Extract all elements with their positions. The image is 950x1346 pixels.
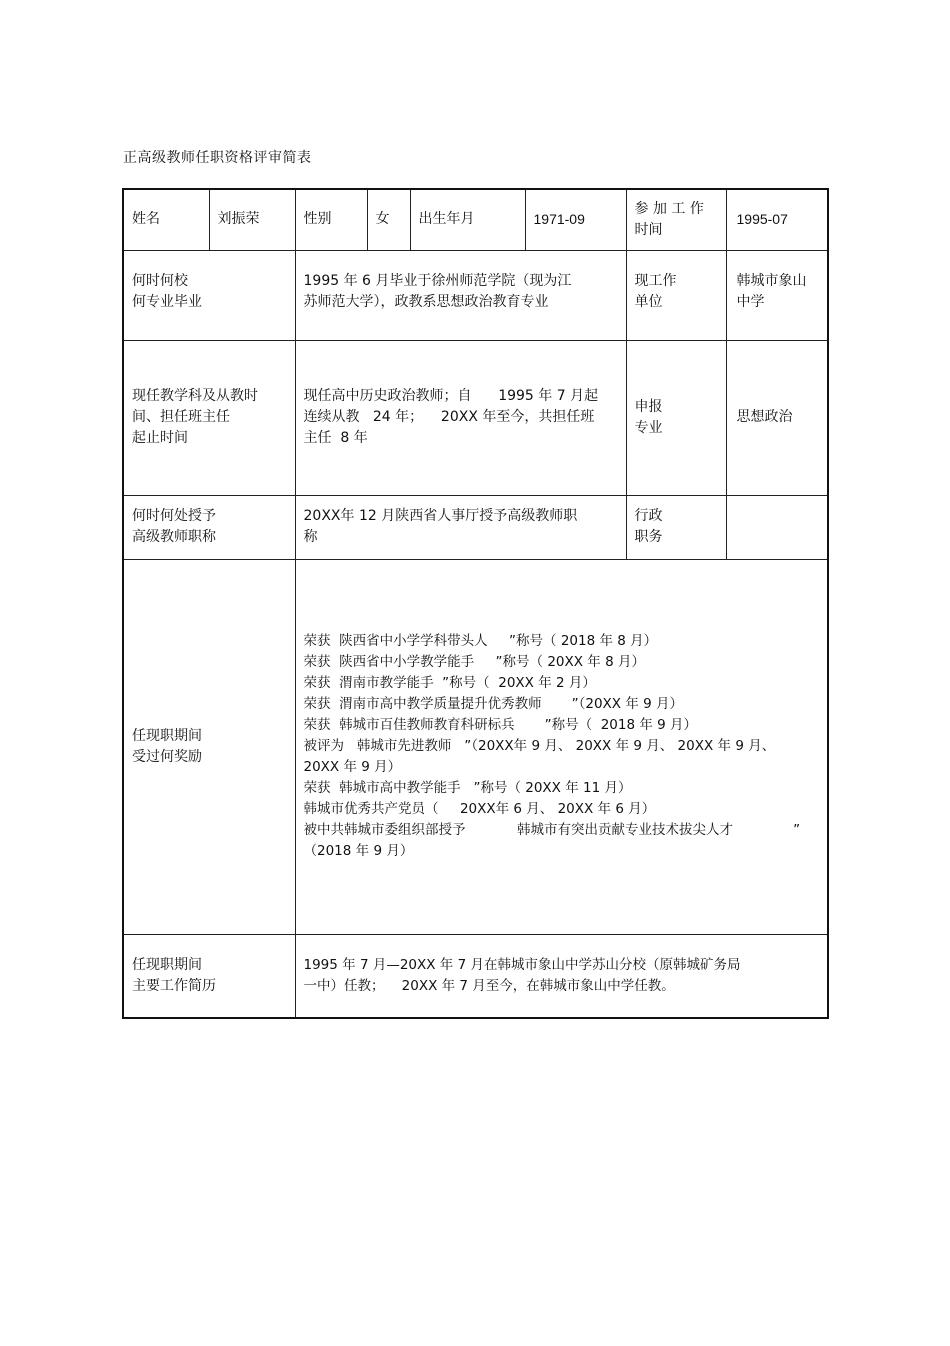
work-unit-value-line-1: 韩城市象山 bbox=[736, 272, 807, 289]
award-item: 被中共韩城市委组织部授予 韩城市有突出贡献专业技术拔尖人才 ” bbox=[303, 822, 801, 838]
award-item: 荣获 韩城市高中教学能手 ”称号（ 20XX 年 11 月） bbox=[303, 780, 632, 796]
work-history-line-1: 1995 年 7 月—20XX 年 7 月在韩城市象山中学苏山分校（原韩城矿务局 bbox=[303, 956, 741, 973]
work-unit-label bbox=[626, 250, 726, 340]
title-granted-label bbox=[123, 495, 295, 559]
graduation-info bbox=[295, 250, 626, 340]
document-title: 正高级教师任职资格评审简表 bbox=[123, 150, 312, 166]
name-value: 刘振荣 bbox=[209, 189, 295, 250]
graduation-label-line-2: 何专业毕业 bbox=[132, 293, 202, 310]
title-granted-label-line-2: 高级教师职称 bbox=[132, 529, 216, 545]
award-item: 韩城市优秀共产党员（ 20XX年 6 月、 20XX 年 6 月） bbox=[303, 801, 656, 817]
work-start-label-line-1: 参 加 工 作 bbox=[634, 200, 704, 217]
title-granted-info-line-1: 20XX年 12 月陕西省人事厅授予高级教师职 bbox=[303, 508, 578, 524]
graduation-label bbox=[123, 250, 295, 340]
award-item: 20XX 年 9 月） bbox=[303, 759, 402, 775]
award-item: 荣获 渭南市高中教学质量提升优秀教师 ”（20XX 年 9 月） bbox=[303, 696, 684, 712]
work-unit-label-line-2: 单位 bbox=[634, 293, 663, 310]
teaching-label-line-1: 现任教学科及从教时 bbox=[132, 388, 258, 404]
work-history-label bbox=[123, 934, 295, 1018]
teaching-label bbox=[123, 340, 295, 495]
table-row-title-granted bbox=[123, 495, 828, 559]
work-start-label bbox=[626, 189, 726, 250]
teaching-info-line-3: 主任 8 年 bbox=[303, 430, 368, 446]
work-unit-label-line-1: 现工作 bbox=[634, 272, 677, 289]
declared-major-label bbox=[626, 340, 726, 495]
table-row-teaching bbox=[123, 340, 828, 495]
awards-label-line-1: 任现职期间 bbox=[132, 727, 202, 744]
title-granted-info bbox=[295, 495, 626, 559]
admin-position-label-line-1: 行政 bbox=[634, 508, 663, 524]
admin-position-label bbox=[626, 495, 726, 559]
award-item: 荣获 韩城市百佳教师教育科研标兵 ”称号（ 2018 年 9 月） bbox=[303, 717, 698, 733]
teaching-info-line-2: 连续从教 24 年； 20XX 年至今，共担任班 bbox=[303, 409, 595, 425]
awards-label-line-2: 受过何奖励 bbox=[132, 748, 202, 765]
table-row-graduation bbox=[123, 250, 828, 340]
graduation-info-line-1: 1995 年 6 月毕业于徐州师范学院（现为江 bbox=[303, 272, 572, 289]
graduation-label-line-1: 何时何校 bbox=[132, 272, 188, 289]
birth-label: 出生年月 bbox=[410, 189, 525, 250]
name-label: 姓名 bbox=[123, 189, 209, 250]
table-row-awards bbox=[123, 559, 828, 934]
admin-position-label-line-2: 职务 bbox=[634, 529, 663, 545]
declared-major-value: 思想政治 bbox=[726, 340, 828, 495]
birth-value: 1971-09 bbox=[525, 189, 626, 250]
awards-label bbox=[123, 559, 295, 934]
teaching-label-line-2: 间、担任班主任 bbox=[132, 409, 230, 425]
teaching-label-line-3: 起止时间 bbox=[132, 430, 188, 446]
award-item: 荣获 陕西省中小学教学能手 ”称号（ 20XX 年 8 月） bbox=[303, 654, 645, 670]
teaching-info-line-1: 现任高中历史政治教师；自 1995 年 7 月起 bbox=[303, 388, 599, 404]
work-history-info bbox=[295, 934, 828, 1018]
table-row-basic-info bbox=[123, 189, 828, 250]
work-start-label-line-2: 时间 bbox=[634, 221, 663, 238]
declared-major-label-line-2: 专业 bbox=[634, 419, 663, 436]
work-unit-value-line-2: 中学 bbox=[736, 293, 765, 310]
declared-major-label-line-1: 申报 bbox=[634, 398, 663, 415]
title-granted-info-line-2: 称 bbox=[303, 529, 318, 545]
work-history-label-line-1: 任现职期间 bbox=[132, 956, 202, 973]
graduation-info-line-2: 苏师范大学），政教系思想政治教育专业 bbox=[303, 293, 549, 310]
title-granted-label-line-1: 何时何处授予 bbox=[132, 508, 216, 524]
work-history-line-2: 一中）任教； 20XX 年 7 月至今，在韩城市象山中学任教。 bbox=[303, 977, 675, 994]
teaching-info bbox=[295, 340, 626, 495]
award-item: 荣获 陕西省中小学学科带头人 ”称号（ 2018 年 8 月） bbox=[303, 633, 658, 649]
gender-label: 性别 bbox=[295, 189, 367, 250]
gender-value: 女 bbox=[367, 189, 410, 250]
table-row-work-history bbox=[123, 934, 828, 1018]
admin-position-value bbox=[726, 495, 828, 559]
work-start-value: 1995-07 bbox=[726, 189, 828, 250]
work-history-label-line-2: 主要工作简历 bbox=[132, 977, 216, 994]
work-unit-value bbox=[726, 250, 828, 340]
award-item: 被评为 韩城市先进教师 ”（20XX年 9 月、 20XX 年 9 月、 20XX 年 9 月、 bbox=[303, 738, 776, 754]
qualification-form-table bbox=[122, 188, 829, 1019]
awards-list bbox=[295, 559, 828, 934]
award-item: 荣获 渭南市教学能手 ”称号（ 20XX 年 2 月） bbox=[303, 675, 596, 691]
award-item: （2018 年 9 月） bbox=[303, 843, 414, 859]
